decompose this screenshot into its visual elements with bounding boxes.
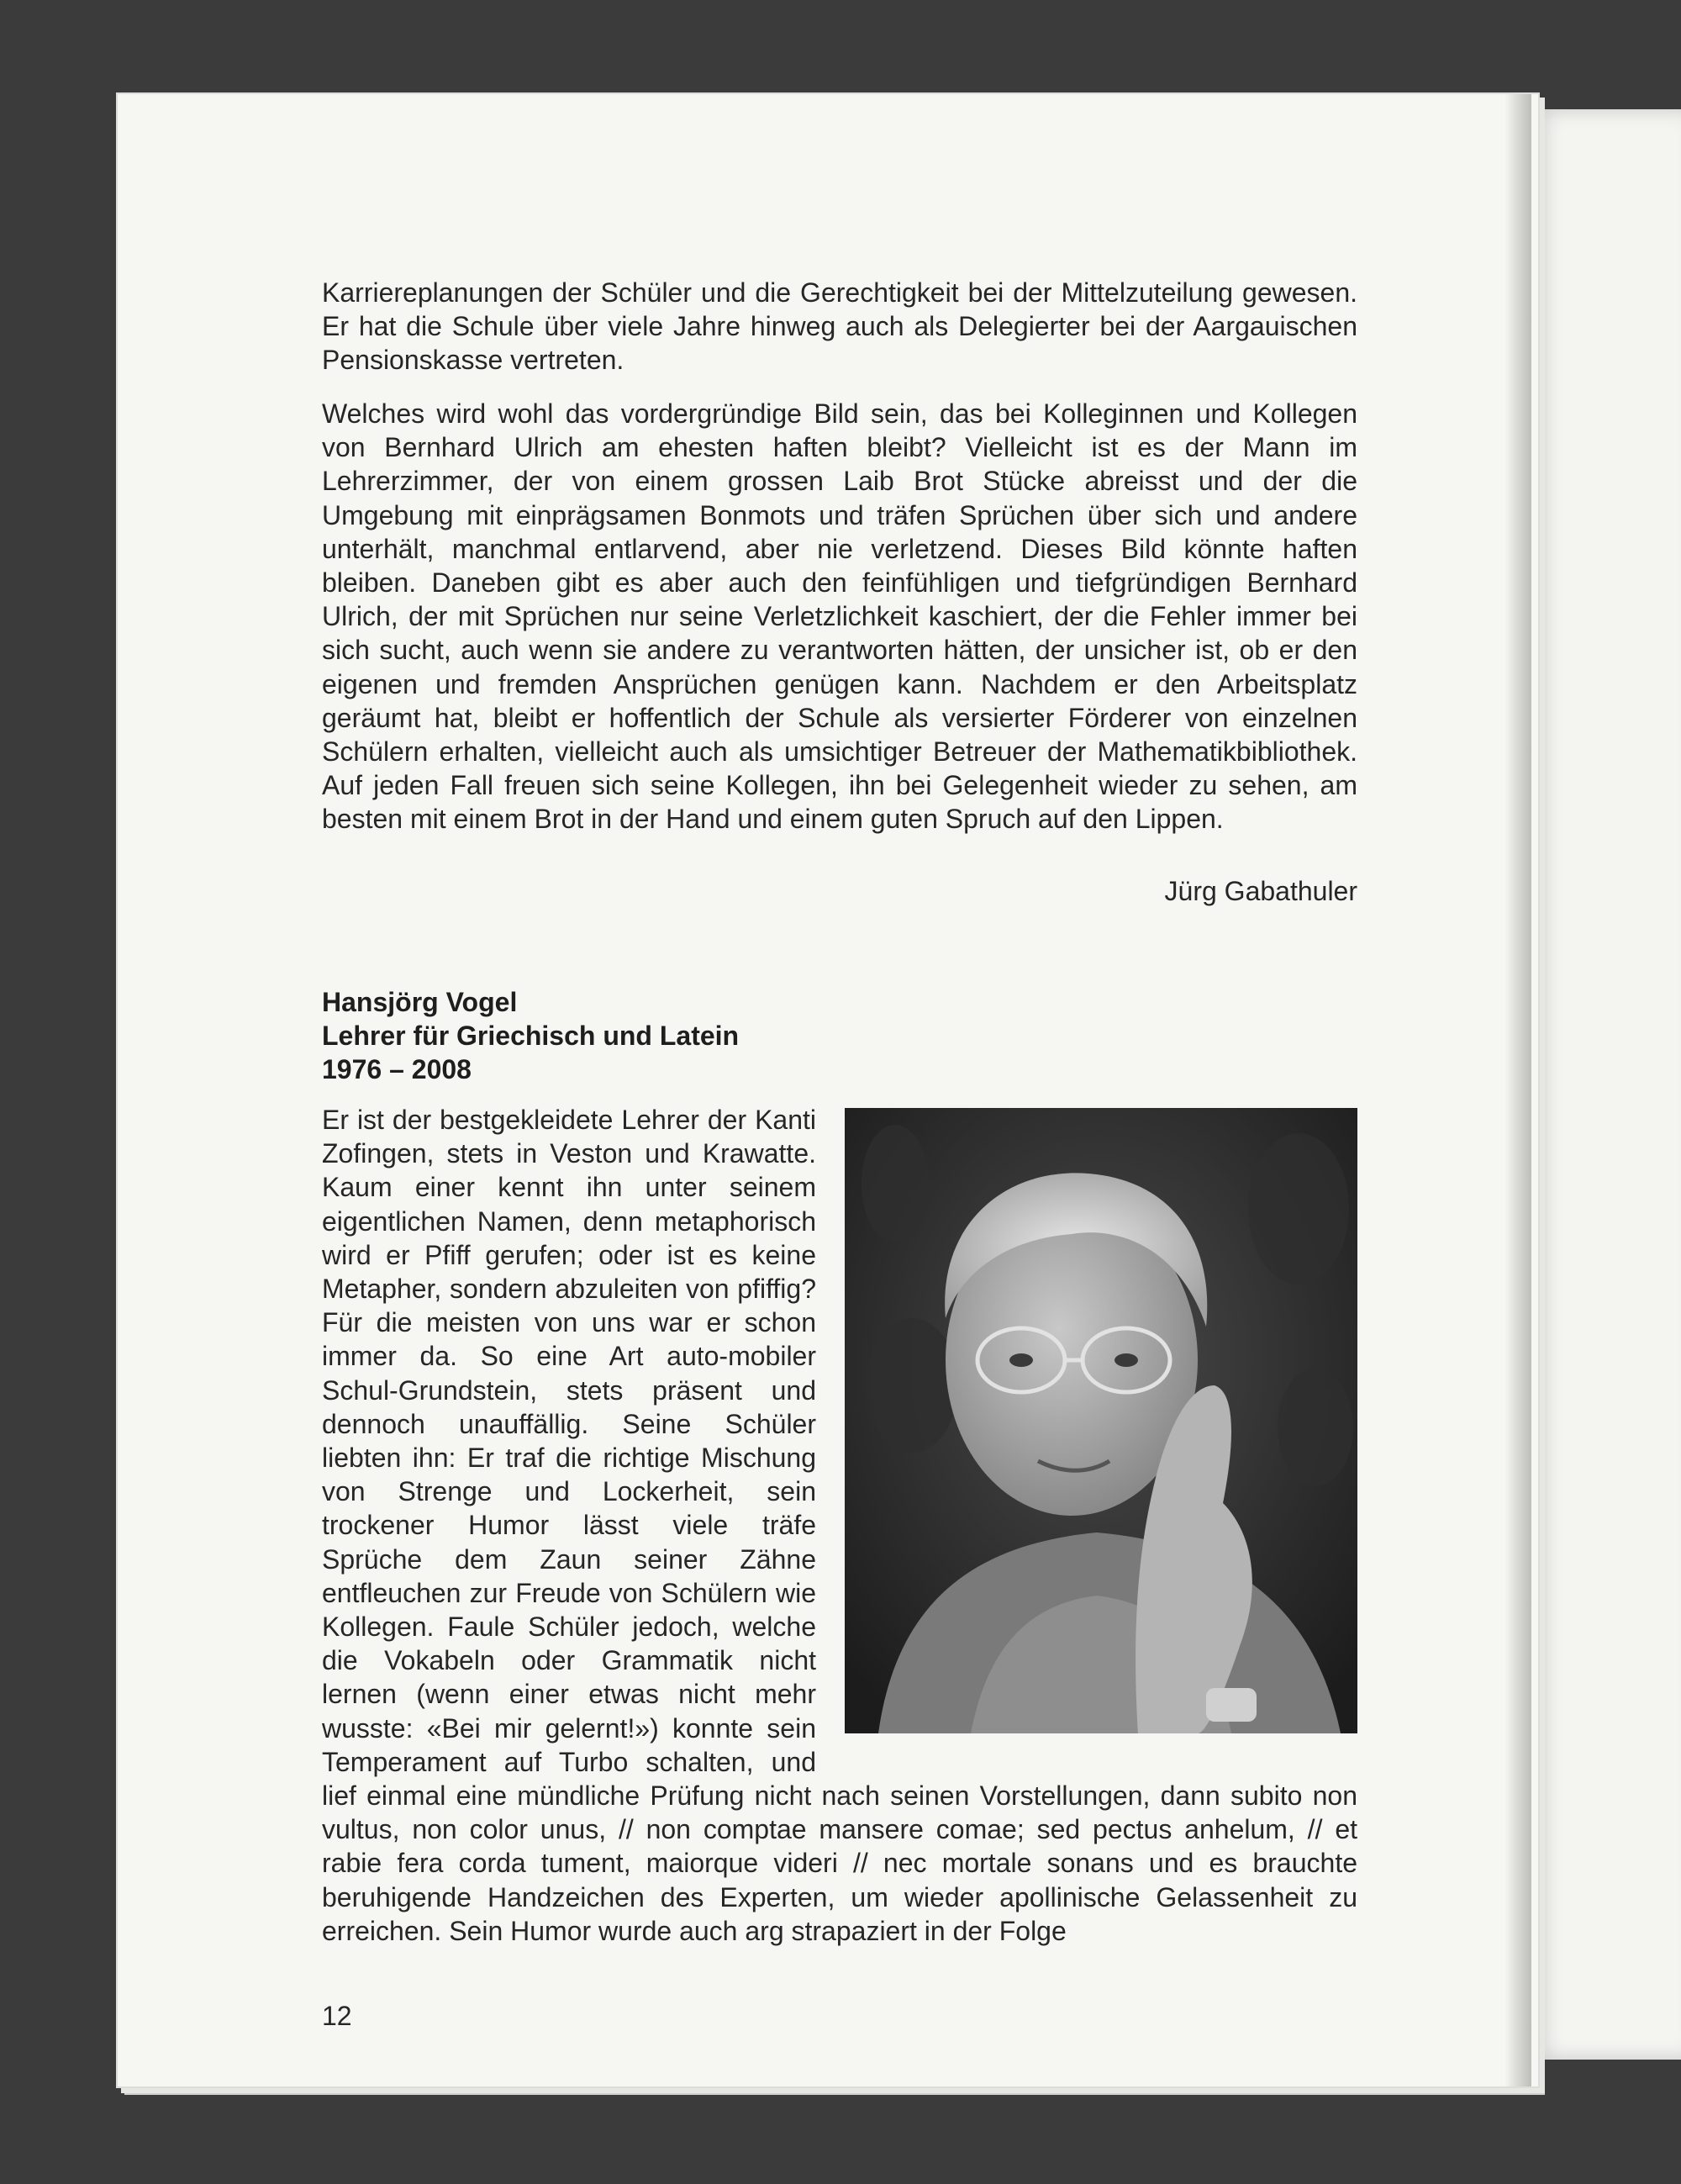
paragraph-2: Welches wird wohl das vordergründige Bild sein, das bei Kolleginnen und Kollegen von Bernhard Ulrich am ehesten haften bleibt? Vielleicht ist es der Mann im Lehrerzimmer, der von einem grossen Laib Brot Stücke abreisst und der die Umgebung mit einprägsamen Bonmots und träfen Sprüchen über sich und andere unterhält, manchmal entlarvend, aber nie verletzend. Dieses Bild könnte haften bleiben. Daneben gibt es aber auch den feinfühligen und tiefgründigen Bernhard Ulrich, der mit Sprüchen nur seine Verletzlichkeit kaschiert, der die Fehler immer bei sich sucht, auch wenn sie andere zu verantworten hätten, der unsicher ist, ob er den eigenen und fremden Ansprüchen genügen kann. Nachdem er den Arbeitsplatz geräumt hat, bleibt er hoffentlich der Schule als versierter Förderer von einzelnen Schülern erhalten, vielleicht auch als umsichtiger Betreuer der Mathematikbibliothek. Auf jeden Fall freuen sich seine Kollegen, ihn bei Gelegenheit wieder zu sehen, am besten mit einem Brot in der Hand und einem guten Spruch auf den Lippen.	[322, 398, 1357, 835]
author-signature: Jürg Gabathuler	[1164, 876, 1357, 906]
teacher-years: 1976 – 2008	[322, 1054, 472, 1084]
teacher-role: Lehrer für Griechisch und Latein	[322, 1021, 740, 1051]
facing-page	[1528, 109, 1681, 2060]
teacher-name: Hansjörg Vogel	[322, 987, 518, 1017]
page-number: 12	[322, 2001, 352, 2031]
section-heading	[322, 985, 1078, 1086]
paragraph-3-container	[322, 1103, 1357, 1948]
portrait-photo	[845, 1108, 1357, 1733]
paragraph-3: Er ist der bestgekleidete Lehrer der Kanti Zofingen, stets in Veston und Krawatte. Kaum einer kennt ihn unter seinem eigentlichen Namen, denn metaphorisch wird er Pfiff gerufen; oder ist es keine Metapher, sondern abzuleiten von pfiffig? Für die meisten von uns war er schon immer da. So eine Art auto-mobiler Schul-Grundstein, stets präsent und dennoch unauffällig. Seine Schüler liebten ihn: Er traf die richtige Mischung von Strenge und Lockerheit, sein trockener Humor lässt viele träfe Sprüche dem Zaun seiner Zähne entfleuchen zur Freude von Schülern wie Kollegen. Faule Schüler jedoch, welche die Vokabeln oder Grammatik nicht lernen (wenn einer etwas nicht mehr wusste: «Bei mir gelernt!») konnte sein Temperament auf Turbo schalten, und lief einmal eine mündliche Prüfung nicht nach seinen Vorstellungen, dann subito non vultus, non color unus, // non comptae mansere comae; sed pectus anhelum, // et rabie fera corda tument, maiorque videri // nec mortale sonans und es brauchte beruhigende Handzeichen des Experten, um wieder apollinische Gelassenheit zu erreichen. Sein Humor wurde auch arg strapaziert in der Folge	[322, 1105, 1357, 1946]
paragraph-1: Karriereplanungen der Schüler und die Gerechtigkeit bei der Mittelzuteilung gewesen. Er hat die Schule über viele Jahre hinweg auch als Delegierter bei der Aargauischen Pensionskasse vertreten.	[322, 277, 1357, 376]
page-fold	[1504, 94, 1531, 2086]
